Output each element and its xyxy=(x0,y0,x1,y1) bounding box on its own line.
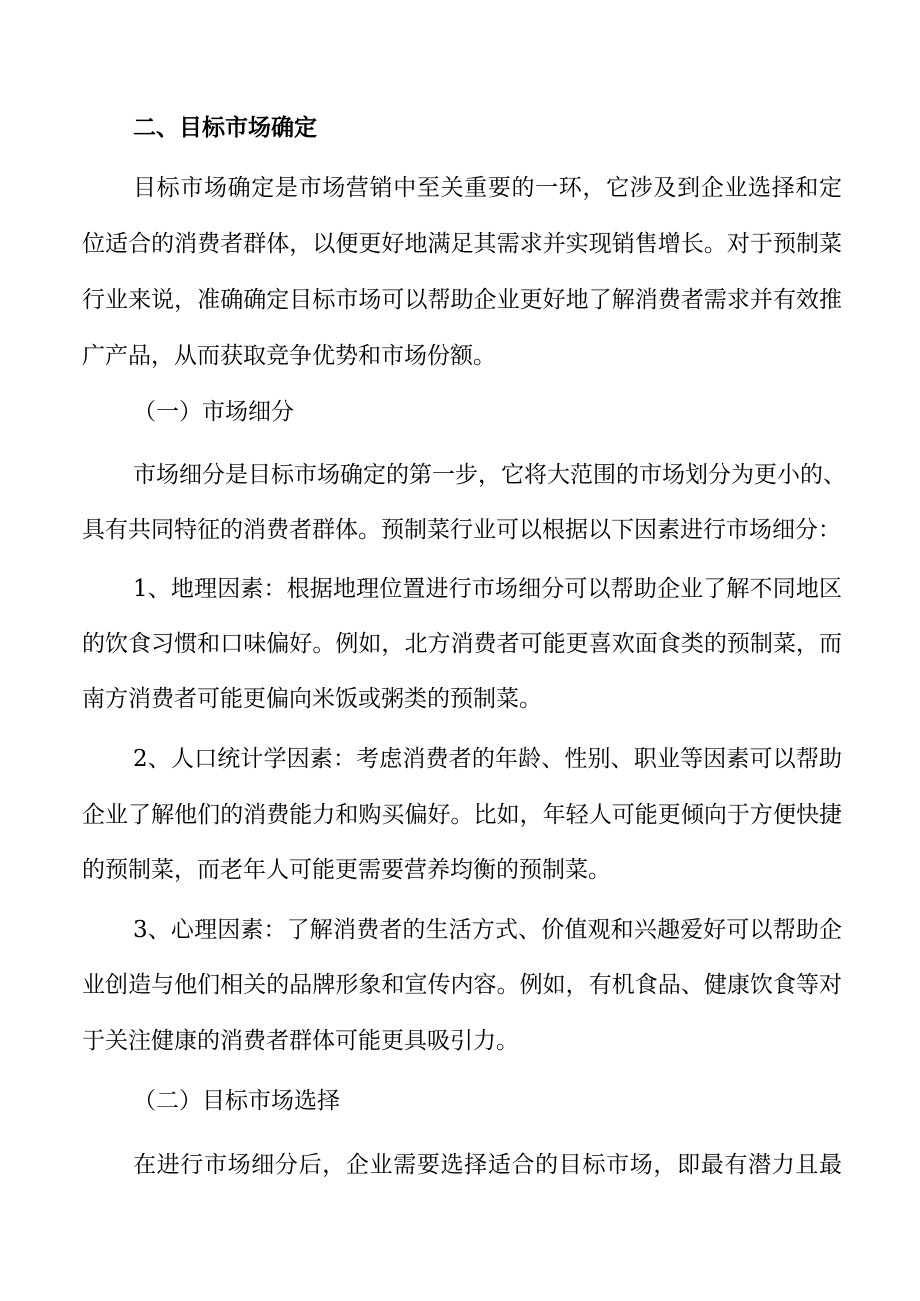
section-heading: 二、目标市场确定 xyxy=(133,115,317,141)
paragraph-line: 2、人口统计学因素：考虑消费者的年龄、性别、职业等因素可以帮助 xyxy=(133,746,842,772)
paragraph-line: 行业来说，准确确定目标市场可以帮助企业更好地了解消费者需求并有效推 xyxy=(82,287,842,313)
subsection-heading-target-market-selection: （二）目标市场选择 xyxy=(133,1088,340,1114)
paragraph-line: 1、地理因素：根据地理位置进行市场细分可以帮助企业了解不同地区 xyxy=(133,576,842,602)
paragraph-line: 目标市场确定是市场营销中至关重要的一环，它涉及到企业选择和定 xyxy=(133,175,842,201)
paragraph-line: 企业了解他们的消费能力和购买偏好。比如，年轻人可能更倾向于方便快捷 xyxy=(82,802,842,828)
paragraph-line: 具有共同特征的消费者群体。预制菜行业可以根据以下因素进行市场细分： xyxy=(82,517,841,543)
paragraph-line: 的预制菜，而老年人可能更需要营养均衡的预制菜。 xyxy=(82,857,611,883)
paragraph-line: 于关注健康的消费者群体可能更具吸引力。 xyxy=(82,1028,519,1054)
paragraph-line: 市场细分是目标市场确定的第一步，它将大范围的市场划分为更小的、 xyxy=(133,462,846,488)
paragraph-line: 广产品，从而获取竞争优势和市场份额。 xyxy=(82,343,496,369)
paragraph-line: 的饮食习惯和口味偏好。例如，北方消费者可能更喜欢面食类的预制菜，而 xyxy=(82,631,842,657)
paragraph-line: 南方消费者可能更偏向米饭或粥类的预制菜。 xyxy=(82,686,542,712)
paragraph-line: 在进行市场细分后，企业需要选择适合的目标市场，即最有潜力且最 xyxy=(133,1152,842,1178)
subsection-heading-market-segmentation: （一）市场细分 xyxy=(133,399,294,425)
paragraph-line: 3、心理因素：了解消费者的生活方式、价值观和兴趣爱好可以帮助企 xyxy=(133,917,842,943)
paragraph-line: 位适合的消费者群体，以便更好地满足其需求并实现销售增长。对于预制菜 xyxy=(82,231,842,257)
paragraph-line: 业创造与他们相关的品牌形象和宣传内容。例如，有机食品、健康饮食等对 xyxy=(82,972,842,998)
